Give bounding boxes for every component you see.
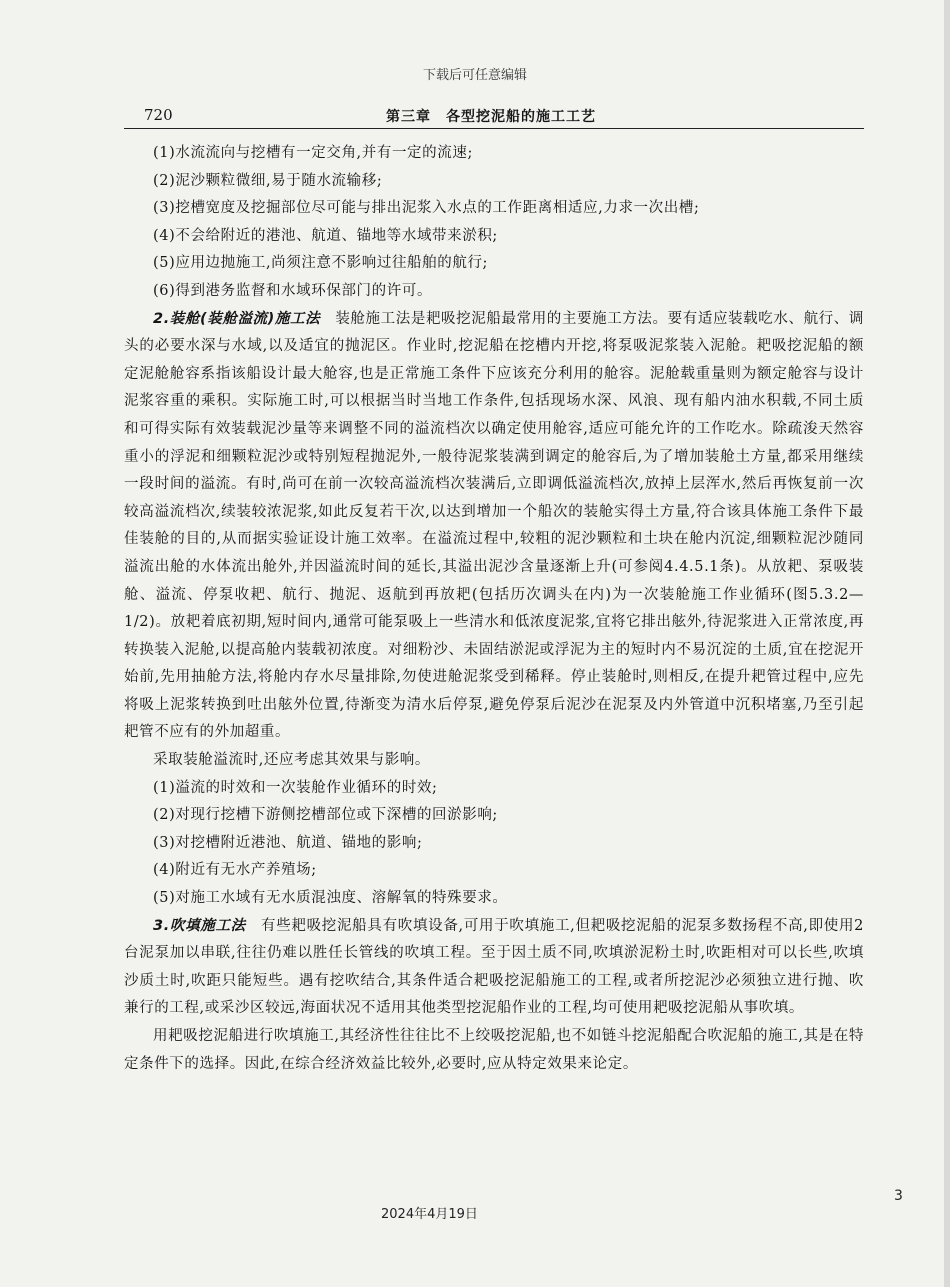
body-text: [124, 140, 864, 1078]
section-heading: 2.装舱(装舱溢流)施工法: [153, 310, 321, 327]
list-item: (2)对现行挖槽下游侧挖槽部位或下深槽的回淤影响;: [153, 807, 498, 824]
list-item: (5)应用边抛施工,尚须注意不影响过往船舶的航行;: [153, 255, 489, 272]
download-note: 下载后可任意编辑: [422, 68, 527, 83]
chapter-title: 第三章 各型挖泥船的施工工艺: [386, 109, 596, 125]
footer-date: 2024年4月19日: [381, 1207, 478, 1222]
section-body: 有些耙吸挖泥船具有吹填设备,可用于吹填施工,但耙吸挖泥船的泥泵多数扬程不高,即使用2台泥泵加以串联,往往仍难以胜任长管线的吹填工程。至于因土质不同,吹填淤泥粉土时,吹距相对可以长些,吹填沙质土时,吹距只能短些。遇有挖吹结合,其条件适合耙吸挖泥船施工的工程,或者所挖泥沙必须独立进行抛、吹兼行的工程,或采沙区较远,海面状况不适用其他类型挖泥船作业的工程,均可使用耙吸挖泥船从事吹填。: [124, 917, 864, 1017]
page-edge-shadow: [944, 0, 950, 1287]
section-paragraph: 用耙吸挖泥船进行吹填施工,其经济性往往比不上绞吸挖泥船,也不如链斗挖泥船配合吹泥船的施工,其是在特定条件下的选择。因此,在综合经济效益比较外,必要时,应从特定效果来论定。: [124, 1028, 864, 1072]
list-item: (3)挖槽宽度及挖掘部位尽可能与排出泥浆入水点的工作距离相适应,力求一次出槽;: [153, 200, 700, 217]
running-header: [124, 104, 864, 129]
list-item: (4)附近有无水产养殖场;: [153, 862, 317, 879]
page-number: 720: [144, 106, 173, 124]
list-item: (6)得到港务监督和水域环保部门的许可。: [153, 282, 433, 299]
section-paragraph: [124, 913, 864, 1023]
list-item: (1)水流流向与挖槽有一定交角,并有一定的流速;: [153, 145, 473, 161]
list-item: (2)泥沙颗粒微细,易于随水流输移;: [153, 172, 383, 189]
list-item: (1)溢流的时效和一次装舱作业循环的时效;: [153, 779, 438, 796]
section-body: 装舱施工法是耙吸挖泥船最常用的主要施工方法。要有适应装载吃水、航行、调头的必要水深与水域,以及适宜的抛泥区。作业时,挖泥船在挖槽内开挖,将泵吸泥浆装入泥舱。耙吸挖泥船的额定泥舱舱容系指该船设计最大舱容,也是正常施工条件下应该充分利用的舱容。泥舱载重量则为额定舱容与设计泥浆容重的乘积。实际施工时,可以根据当时当地工作条件,包括现场水深、风浪、现有船内油水积载,不同土质和可得实际有效装载泥沙量等来调整不同的溢流档次以确定使用舱容,适应可能允许的工作吃水。除疏浚天然容重小的浮泥和细颗粒泥沙或特别短程抛泥外,一般待泥浆装满到调定的舱容后,为了增加装舱土方量,都采用继续一段时间的溢流。有时,尚可在前一次较高溢流档次装满后,立即调低溢流档次,放掉上层浑水,然后再恢复前一次较高溢流档次,续装较浓泥浆,如此反复若干次,以达到增加一个船次的装舱实得土方量,符合该具体施工条件下最佳装舱的目的,从而据实验证设计施工效率。在溢流过程中,较粗的泥沙颗粒和土块在舱内沉淀,细颗粒泥沙随同溢流出舱的水体流出舱外,并因溢流时间的延长,其溢出泥沙含量逐渐上升(可参阅4.4.5.1条)。从放耙、泵吸装舱、溢流、停泵收耙、航行、抛泥、返航到再放耙(包括历次调头在内)为一次装舱施工作业循环(图5.3.2—1/2)。放耙着底初期,短时间内,通常可能泵吸上一些清水和低浓度泥浆,宜将它排出舷外,待泥浆进入正常浓度,再转换装入泥舱,以提高舱内装载初浓度。对细粉沙、未固结淤泥或浮泥为主的短时内不易沉淀的土质,宜在挖泥开始前,先用抽舱方法,将舱内存水尽量排除,勿使进舱泥浆受到稀释。停止装舱时,则相反,在提升耙管过程中,应先将吸上泥浆转换到吐出舷外位置,待渐变为清水后停泵,避免停泵后泥沙在泥泵及内外管道中沉积堵塞,乃至引起耙管不应有的外加超重。: [124, 310, 864, 741]
section-heading: 3.吹填施工法: [153, 917, 246, 934]
section-paragraph: [124, 306, 864, 748]
sheet-number: 3: [894, 1188, 903, 1204]
list-item: (4)不会给附近的港池、航道、锚地等水域带来淤积;: [153, 227, 498, 244]
list-item: (3)对挖槽附近港池、航道、锚地的影响;: [153, 834, 423, 851]
overflow-intro: 采取装舱溢流时,还应考虑其效果与影响。: [153, 752, 431, 769]
list-item: (5)对施工水域有无水质混浊度、溶解氧的特殊要求。: [153, 890, 508, 907]
